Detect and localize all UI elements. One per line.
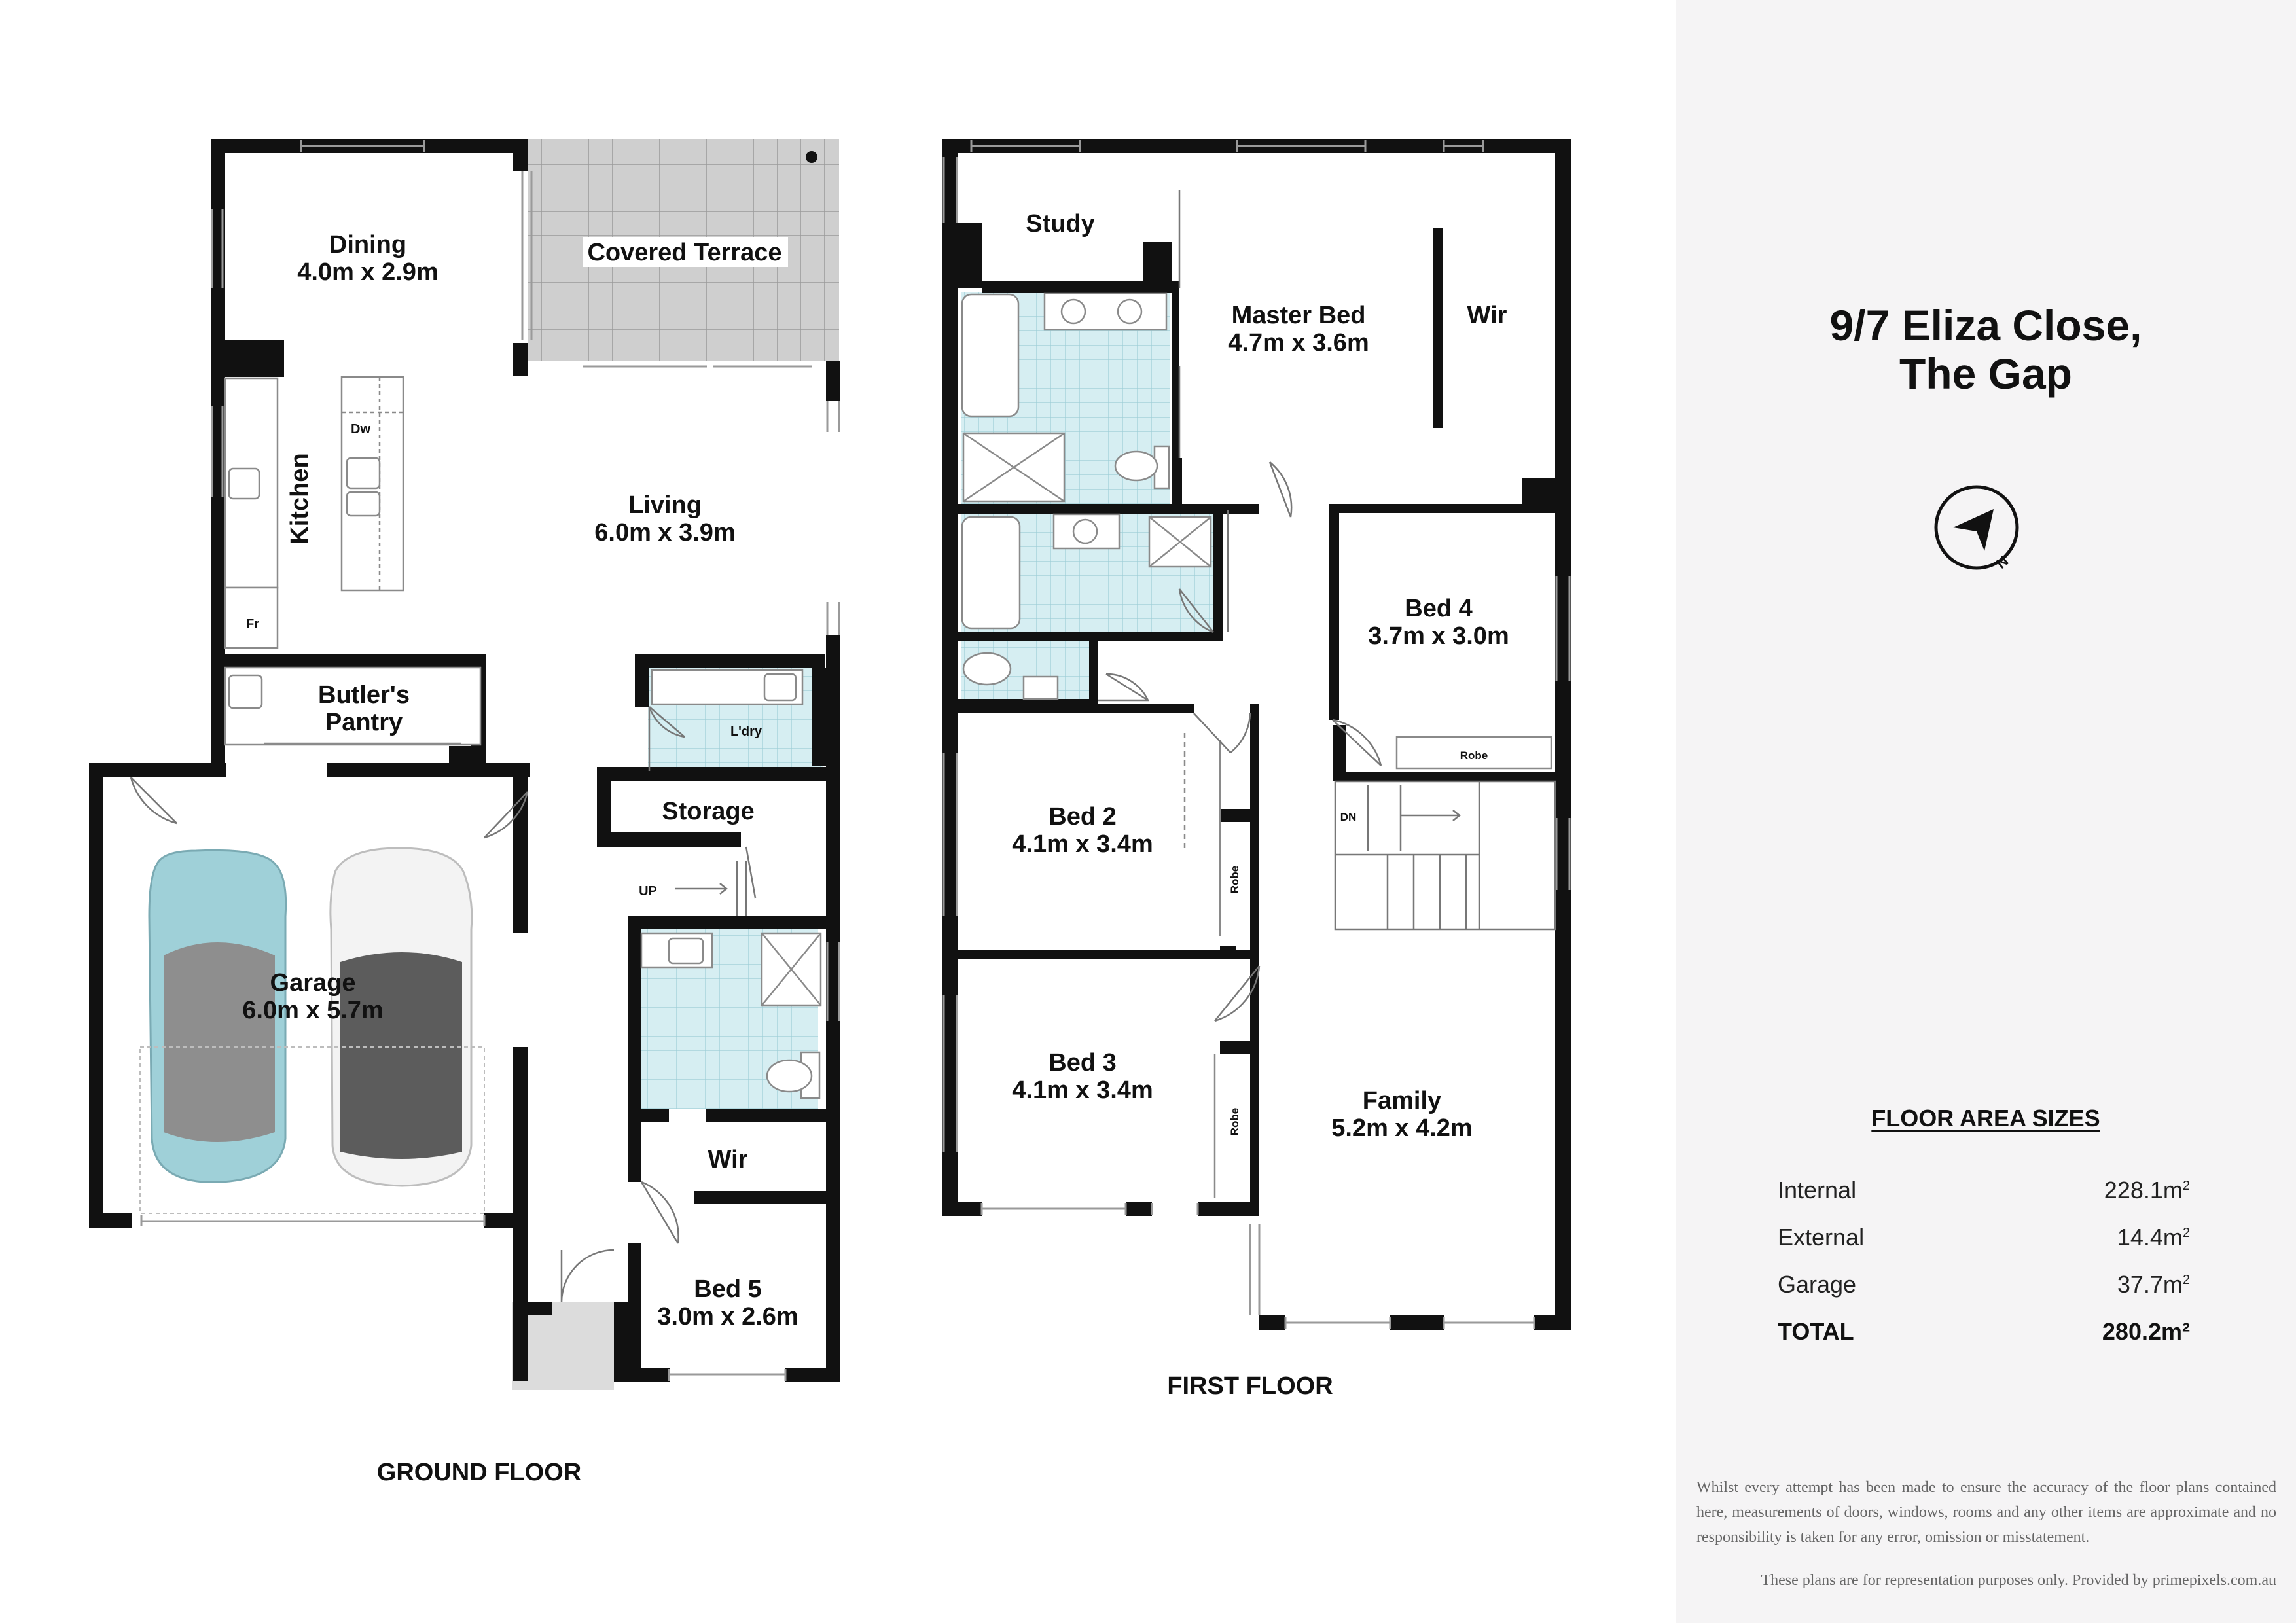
covered-terrace-label: Covered Terrace	[587, 239, 782, 266]
fridge-label: Fr	[246, 617, 259, 632]
ground-floor-label: GROUND FLOOR	[376, 1459, 582, 1486]
robe-bed2-label: Robe	[1229, 865, 1241, 894]
living-label: Living	[628, 491, 702, 519]
north-arrow-icon	[1933, 484, 2025, 576]
compass-n-label: N	[1993, 552, 2012, 572]
bed5-label: Bed 5	[694, 1275, 762, 1303]
living-size: 6.0m x 3.9m	[594, 519, 736, 546]
floor-area-row-external: External $14.4m^2$	[1778, 1224, 2190, 1251]
ground-floor-plan	[89, 139, 840, 1486]
laundry-label: L'dry	[730, 724, 762, 739]
property-address	[1676, 301, 2296, 398]
floor-area-row-garage: Garage $37.7m^2$	[1778, 1271, 2190, 1298]
ground-staircase	[675, 861, 746, 916]
bed3-label: Bed 3	[1049, 1049, 1117, 1077]
address-line-2: The Gap	[1899, 349, 2073, 398]
wir-ground-label: Wir	[708, 1146, 748, 1173]
first-staircase	[1335, 781, 1555, 929]
robe-bed4-label: Robe	[1460, 749, 1488, 762]
butlers-pantry-label-1: Butler's	[318, 681, 410, 709]
info-sidebar	[1676, 0, 2296, 1623]
credit-text: These plans are for representation purposes only. Provided by primepixels.com.au	[1761, 1572, 2276, 1589]
dw-label: Dw	[351, 422, 370, 437]
bed2-size: 4.1m x 3.4m	[1012, 830, 1153, 858]
bed5-size: 3.0m x 2.6m	[657, 1303, 798, 1330]
floor-area-row-total: TOTAL 280.2m²	[1778, 1318, 2190, 1345]
bed2-label: Bed 2	[1049, 803, 1117, 830]
study-label: Study	[1026, 210, 1095, 238]
dining-label: Dining	[329, 231, 407, 259]
bed4-label: Bed 4	[1405, 595, 1473, 622]
garage-label: Garage	[270, 969, 356, 997]
address-line-1: 9/7 Eliza Close,	[1829, 301, 2142, 349]
up-label: UP	[639, 884, 657, 899]
master-bed-label: Master Bed	[1231, 302, 1366, 329]
garage-cars	[140, 848, 484, 1213]
floor-area-row-internal: Internal $228.1m^2$	[1778, 1177, 2190, 1204]
garage-size: 6.0m x 5.7m	[242, 997, 384, 1024]
first-floor-label: FIRST FLOOR	[1167, 1372, 1333, 1400]
wir-first-label: Wir	[1467, 302, 1507, 329]
floor-area-title: FLOOR AREA SIZES	[1871, 1105, 2100, 1132]
dining-size: 4.0m x 2.9m	[297, 259, 439, 286]
dn-label: DN	[1340, 811, 1357, 823]
storage-label: Storage	[662, 798, 755, 825]
master-bed-size: 4.7m x 3.6m	[1228, 329, 1369, 357]
bed4-size: 3.7m x 3.0m	[1368, 622, 1509, 650]
butlers-pantry-label-2: Pantry	[325, 709, 403, 736]
family-size: 5.2m x 4.2m	[1331, 1115, 1473, 1142]
floor-area-table	[1778, 1171, 2190, 1360]
kitchen-label: Kitchen	[286, 453, 314, 544]
first-floor-plan	[942, 139, 1571, 1400]
family-label: Family	[1362, 1087, 1442, 1115]
robe-bed3-label: Robe	[1229, 1107, 1241, 1136]
disclaimer-text: Whilst every attempt has been made to ensure the accuracy of the floor plans contained here, measurements of doors, windows, rooms and any other items are approximate and no responsibility is taken for any error, omission or misstatement.	[1696, 1479, 2276, 1546]
bed3-size: 4.1m x 3.4m	[1012, 1077, 1153, 1104]
